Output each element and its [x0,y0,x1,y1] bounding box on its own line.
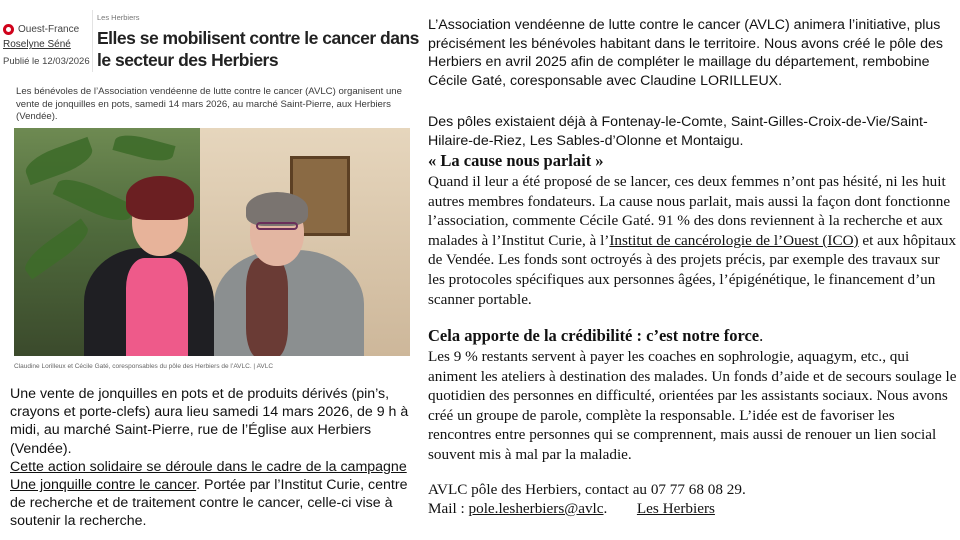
person-right-hair [246,192,308,226]
right-paragraph-4: Les 9 % restants servent à payer les coaches en sophrologie, aquagym, etc., qui animent les ateliers à destination des malades. Un fonds d’aide et de secours soulage le quotidien des personnes en difficulté, orientées par les assistants sociaux. Nous avons créé un groupe de parole, complète la responsable. L’idée est de favoriser les rencontres entre personnes qui se comprennent, mais aussi de renouer un lien social souvent mis à mal par la maladie. [428,348,957,463]
left-body-text [10,385,415,531]
source-name[interactable]: Ouest-France [18,24,80,35]
tag-link-les-herbiers[interactable]: Les Herbiers [636,500,715,517]
subheading: « La cause nous parlait » [428,151,604,170]
published-date: Publié le 12/03/2026 [3,56,90,67]
article-left-column [0,0,420,540]
mail-label: Mail : [428,500,469,517]
source-row [3,24,79,35]
left-paragraph [10,385,415,458]
article-intro: Les bénévoles de l’Association vendéenne de lutte contre le cancer (AVLC) organisent une vente de jonquilles en pots, samedi 14 mars 2026, au marché Saint-Pierre, aux Herbiers (Vendée). [16,86,402,122]
article-right-column [428,0,958,540]
left-paragraph-2-tail: . Portée par l’Institut Curie, centre de recherche et de traitement contre le cancer, celle-ci vise à soutenir la recherche. [10,477,408,530]
left-paragraph-text: Une vente de jonquilles en pots et de produits dérivés (pin’s, crayons et porte-clefs) aura lieu samedi 14 mars 2026, de 9 h à midi, au marché Saint-Pierre, rue de l’Église aux Herbiers (Vendée). [10,386,409,457]
person-right-body [214,250,364,356]
para3-text-before: Quand il leur a été proposé de se lancer, ces deux femmes n’ont pas hésité, ni les huit autres membres fondateurs. La cause nous parlait, mais aussi la façon dont fonctionne l’association, commente Cécile Gaté. 91 % des dons reviennent à la recherche et aux malades à l’Institut Curie, à l’ [428,173,951,249]
photo-leaf [19,218,93,279]
right-paragraph-1: L’Association vendéenne de lutte contre le cancer (AVLC) animera l’initiative, plus précisément les bénévoles habitant dans le territoire. Nous avons créé le pôle des Herbiers en avril 2025 afin de compléter le maillage du département, rembobine Cécile Gaté, coresponsable avec Claudine LORILLEUX. [428,17,943,89]
photo-leaf [22,137,97,185]
person-left-shirt [126,258,188,356]
author-link[interactable]: Roselyne Séné [3,39,71,50]
article-photo [14,128,410,356]
credibility-bold: Cela apporte de la crédibilité : c’est notre force [428,326,760,345]
credibility-period: . [759,326,764,345]
ico-link[interactable]: Institut de cancérologie de l’Ouest (ICO) [609,231,859,249]
para3-text-after: et aux hôpitaux de Vendée. Les fonds sont octroyés à des projets précis, par exemple des travaux sur les protocoles spécifiques aux personnes âgées, l’épigénétique, le financement d’un scanner portable. [428,231,957,308]
ouest-france-logo-icon [3,24,14,35]
right-paragraph-2: Des pôles existaient déjà à Fontenay-le-Comte, Saint-Gilles-Croix-de-Vie/Saint-Hilaire-de-Riez, Les Sables-d’Olonne et Montaigu. [428,114,928,149]
person-right-glasses [256,222,298,230]
left-paragraph-2 [10,458,415,531]
photo-caption: Claudine Lorilleux et Cécile Gaté, coresponsables du pôle des Herbiers de l’AVLC. | AVLC [14,363,274,370]
campaign-link[interactable]: Cette action solidaire se déroule dans le cadre de la campagne Une jonquille contre le cancer [10,458,407,494]
person-left-hair [126,176,194,220]
right-paragraph-3 [428,172,958,309]
mail-line [428,500,715,518]
photo-leaf [53,172,136,228]
person-right-scarf [246,258,288,356]
breadcrumb[interactable]: Les Herbiers [97,13,140,22]
mail-link[interactable]: pole.lesherbiers@avlc [468,500,604,517]
credibility-line [428,326,763,346]
article-headline: Elles se mobilisent contre le cancer dans le secteur des Herbiers [97,28,419,70]
header-divider [92,10,93,72]
photo-leaf [112,131,175,166]
contact-line: AVLC pôle des Herbiers, contact au 07 77 68 08 29. [428,481,746,498]
mail-period: . [603,500,608,517]
